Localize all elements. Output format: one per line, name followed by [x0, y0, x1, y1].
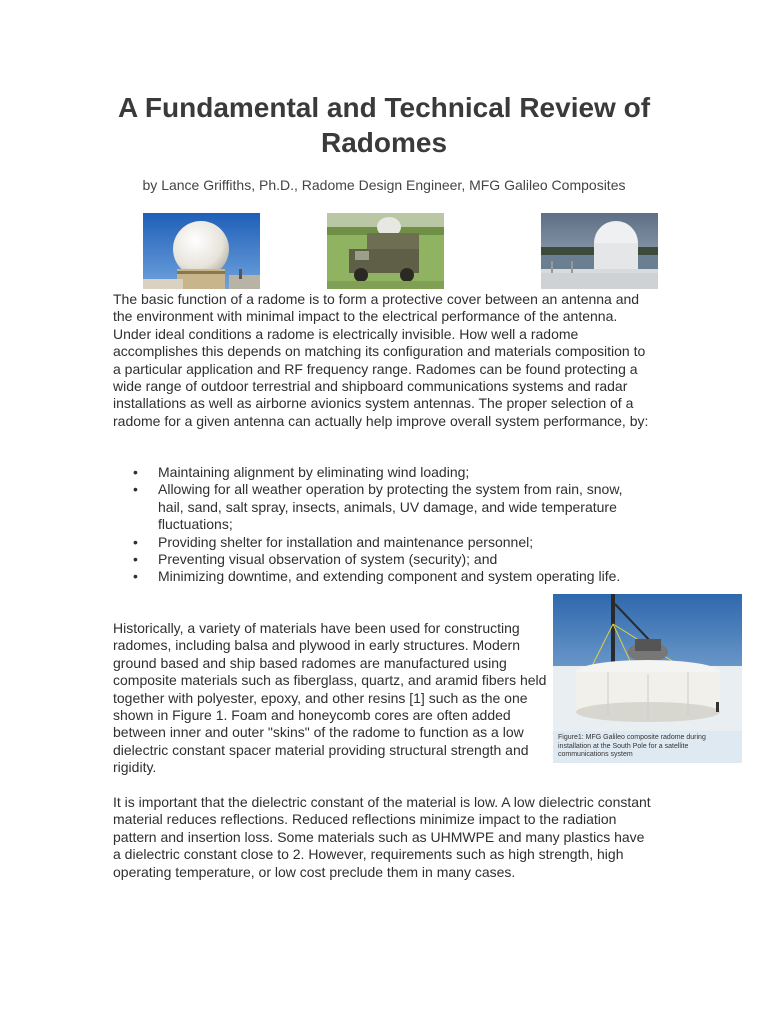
- radome-building-photo: [143, 213, 260, 289]
- author-byline: by Lance Griffiths, Ph.D., Radome Design Engineer, MFG Galileo Composites: [142, 177, 626, 193]
- list-item: • Preventing visual observation of system (security); and: [113, 551, 633, 568]
- intro-paragraph: The basic function of a radome is to form a protective cover between an antenna and the environment with minimal impact to the electrical performance of the antenna. Under ideal conditions a radome is electrically invisible. How well a radome accomplishes this depends on matching its configuration and materials composition to a particular application and RF frequency range. Radomes can be found protecting a wide range of outdoor terrestrial and shipboard communications systems and radar installations as well as airborne avionics system antennas. The proper selection of a radome for a given antenna can actually help improve overall system performance, by:: [113, 291, 649, 429]
- list-item: • Allowing for all weather operation by protecting the system from rain, snow, hail, sand, salt spray, insects, animals, UV damage, and wide temperature fluctuations;: [113, 481, 633, 533]
- benefits-list: [113, 464, 633, 586]
- list-item: • Providing shelter for installation and maintenance personnel;: [113, 534, 633, 551]
- figure-1: [553, 594, 742, 763]
- list-item: • Maintaining alignment by eliminating wind loading;: [113, 464, 633, 481]
- radome-truck-photo: [327, 213, 444, 289]
- dielectric-paragraph: It is important that the dielectric constant of the material is low. A low dielectric constant material reduces reflections. Reduced reflections minimize impact to the radiation pattern and insertion loss. Some materials such as UHMWPE and many plastics have a dielectric constant close to 2. However, requirements such as high strength, high operating temperature, or low cost preclude them in many cases.: [113, 794, 651, 880]
- materials-paragraph: Historically, a variety of materials have been used for constructing radomes, including balsa and plywood in early structures. Modern ground based and ship based radomes are manufactured using composite materials such as fiberglass, quartz, and aramid fibers held together with polyester, epoxy, and other resins [1] such as the one shown in Figure 1. Foam and honeycomb cores are often added between inner and outer "skins" of the radome to function as a low dielectric constant spacer material providing structural strength and rigidity.: [113, 620, 547, 776]
- article-title: A Fundamental and Technical Review of Radomes: [117, 92, 651, 158]
- list-item: • Minimizing downtime, and extending component and system operating life.: [113, 568, 633, 585]
- figure-caption: Figure1: MFG Galileo composite radome during installation at the South Pole for a satellite communications system: [558, 734, 706, 758]
- south-pole-radome-photo: [553, 594, 742, 731]
- radome-ship-photo: [541, 213, 658, 289]
